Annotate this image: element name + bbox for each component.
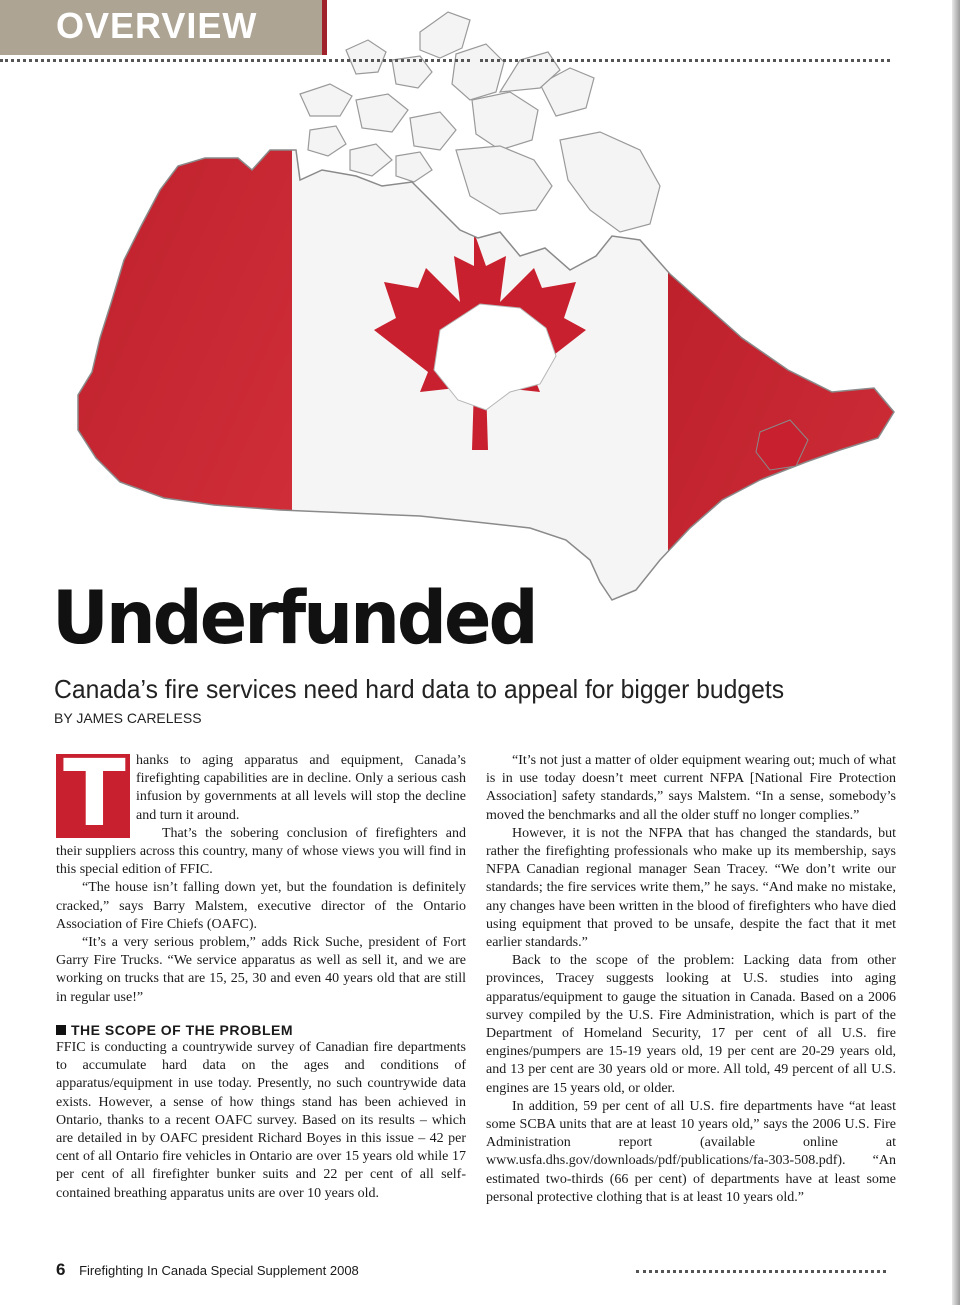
square-bullet-icon (56, 1025, 66, 1035)
paragraph: FFIC is conducting a countrywide survey of Canadian fire departments to accumulate hard data on the ages and conditions of apparatus/equipment in use today. Presently, no such countrywide data exists. However, a sense of how things stand has been achieved in Ontario, thanks to a recent OAFC survey. Based on its results – which are detailed in by OAFC president Richard Boyes in this issue – 42 per cent of all Ontario fire vehicles in Ontario are over 15 years old while 17 per cent of all firefighter bunker suits and 22 per cent of all self-contained breathing apparatus units are over 10 years old. (56, 1040, 466, 1201)
article-column-right (486, 752, 896, 1207)
article-column-left (56, 740, 466, 1203)
paragraph: “It’s a very serious problem,” adds Rick Suche, president of Fort Garry Fire Trucks. “We service apparatus as well as sell it, and we are working on trucks that are 15, 25, 30 and even 40 years old that are still in regular use!” (56, 935, 466, 1005)
paragraph: “It’s not just a matter of older equipment wearing out; much of what is in use today doesn’t meet current NFPA [National Fire Protection Association] safety standards,” says Malstem. “In a sense, somebody’s moved the benchmarks and all the older stuff no longer complies.” (486, 753, 896, 823)
page-footer (56, 1260, 359, 1280)
page-number: 6 (56, 1260, 66, 1279)
footer-dotted-rule (636, 1270, 886, 1273)
section-tab-accent (322, 0, 327, 55)
paragraph: However, it is not the NFPA that has changed the standards, but rather the firefighting professionals who make up its membership, says NFPA Canadian regional manager Sean Tracey. “We don’t write our standards; the fire services write them,” he says. “And make no mistake, any changes have been written in the blood of firefighters who have died using equipment that proved to be unsafe, despite the fact that it met earlier standards.” (486, 825, 896, 951)
header-dotted-rule-right (480, 59, 890, 62)
section-label: OVERVIEW (56, 5, 258, 46)
publication-name: Firefighting In Canada Special Supplement 2008 (79, 1263, 359, 1278)
paragraph: In addition, 59 per cent of all U.S. fire departments have “at least some SCBA units that are at least 10 years old,” says the 2006 U.S. Fire Administration report (available online at www.usfa.dhs.gov/downloads/pdf/publications/fa-303-508.pdf). “An estimated two-thirds (66 per cent) of departments have at least some personal protective clothing that is at least 10 years old.” (486, 1098, 896, 1205)
byline: BY JAMES CARELESS (54, 710, 202, 726)
deck: Canada’s fire services need hard data to appeal for bigger budgets (54, 674, 785, 704)
header-dotted-rule-left (0, 59, 470, 62)
subhead: THE SCOPE OF THE PROBLEM (56, 1021, 466, 1039)
canada-flag-map-illustration (0, 0, 960, 640)
paragraph: That’s the sobering conclusion of firefighters and their suppliers across this country, many of whose views you will find in this special edition of FFIC. (56, 825, 466, 878)
drop-cap: T (56, 754, 130, 838)
paragraph: hanks to aging apparatus and equipment, Canada’s firefighting capabilities are in decline. Only a serious cash infusion by governments at all levels will stop the decline and turn it around. (136, 753, 466, 823)
headline: Underfunded (52, 574, 536, 662)
paragraph: “The house isn’t falling down yet, but the foundation is definitely cracked,” says Barry Malstem, executive director of the Ontario Association of Fire Chiefs (OAFC). (56, 880, 466, 932)
paragraph: Back to the scope of the problem: Lacking data from other provinces, Tracey suggests looking at U.S. studies into aging apparatus/equipment to gauge the situation in Canada. Based on a 2006 survey compiled by the U.S. Fire Administration, which is part of the Department of Homeland Security, 17 per cent of all U.S. fire engines/pumpers are 15-19 years old, 19 per cent are 20-29 years old, and 13 per cent are 30 years old or more. All told, 49 percent of all U.S. engines are 15 years old, or older. (486, 953, 896, 1096)
